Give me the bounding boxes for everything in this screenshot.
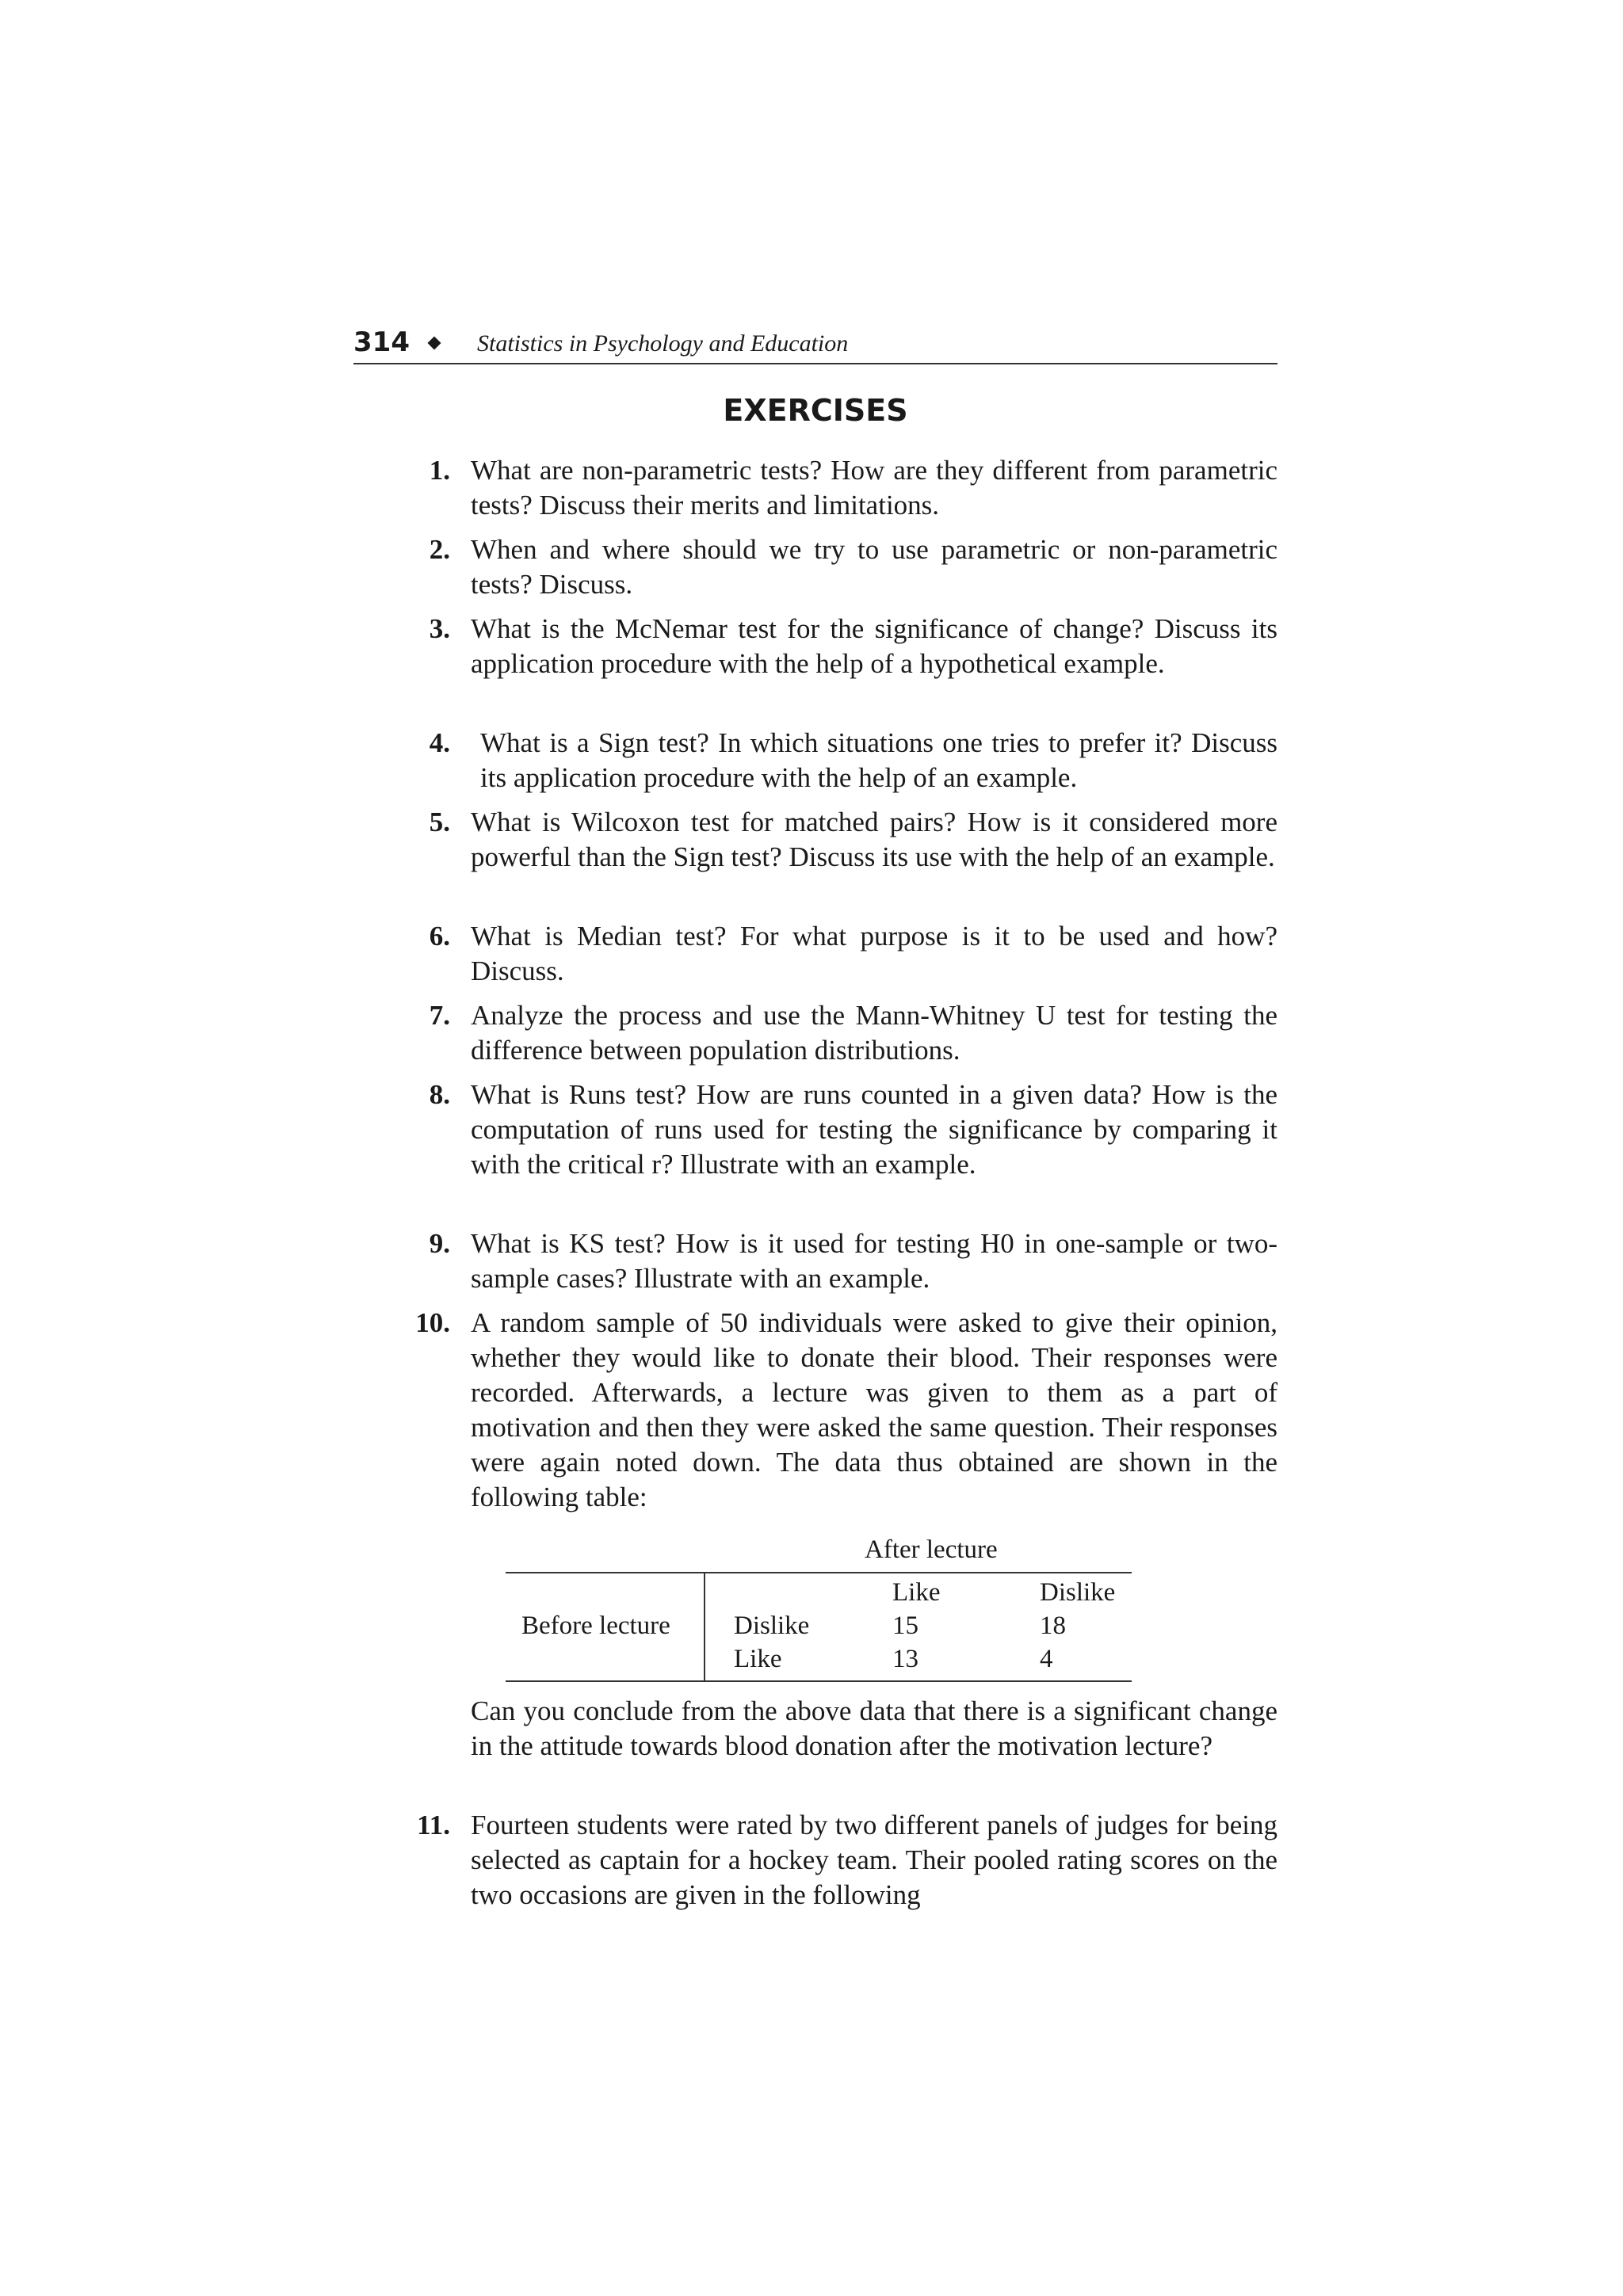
exercise-text: What is Wilcoxon test for matched pairs? How is it considered more powerful than the Sign test? Discuss its use with the help of an example. <box>471 807 1277 872</box>
table-cell: 13 <box>892 1645 918 1673</box>
exercise-text: What is Runs test? How are runs counted in a given data? How is the computation of runs used for testing the significance by comparing it with the critical r? Illustrate with an example. <box>471 1079 1277 1180</box>
exercise-number: 2. <box>429 534 450 565</box>
table-cell: 18 <box>1040 1611 1066 1640</box>
exercise-number: 6. <box>429 921 450 952</box>
table-vertical-rule <box>704 1573 705 1680</box>
exercise-text: Analyze the process and use the Mann-Whitney U test for testing the difference between population distributions. <box>471 1000 1277 1066</box>
exercise-text: What is KS test? How is it used for testing H0 in one-sample or two-sample cases? Illustrate with an example. <box>471 1228 1277 1294</box>
table-bottom-rule <box>506 1680 1132 1682</box>
table-cell: 15 <box>892 1611 918 1640</box>
table-top-rule <box>506 1572 1132 1573</box>
table-cell: 4 <box>1040 1645 1053 1673</box>
diamond-icon <box>428 337 441 350</box>
exercise-text-continued: Can you conclude from the above data that there is a significant change in the attitude towards blood donation after the motivation lecture? <box>471 1695 1277 1761</box>
exercise-text: What is a Sign test? In which situations one tries to prefer it? Discuss its application procedure with the help of an example. <box>480 727 1277 793</box>
exercise-number: 9. <box>429 1228 450 1259</box>
page-header <box>353 325 1277 364</box>
exercise-text: Fourteen students were rated by two different panels of judges for being selected as captain for a hockey team. Their pooled rating scores on the two occasions are given in the following <box>471 1810 1277 1910</box>
exercise-text: What is the McNemar test for the significance of change? Discuss its application procedure with the help of a hypothetical example. <box>471 613 1277 679</box>
table-column-group: After lecture <box>865 1535 998 1564</box>
contingency-table <box>506 1534 1132 1684</box>
exercise-text: What is Median test? For what purpose is it to be used and how? Discuss. <box>471 921 1277 986</box>
exercise-text: When and where should we try to use parametric or non-parametric tests? Discuss. <box>471 534 1277 600</box>
exercise-number: 8. <box>429 1079 450 1110</box>
exercise-number: 4. <box>429 727 450 758</box>
exercise-number: 3. <box>429 613 450 644</box>
table-column-header: Like <box>892 1578 941 1607</box>
exercise-number: 5. <box>429 807 450 837</box>
exercise-number: 1. <box>429 455 450 486</box>
exercise-number: 7. <box>429 1000 450 1031</box>
page-number: 314 <box>353 326 410 358</box>
exercise-text: A random sample of 50 individuals were asked to give their opinion, whether they would like to donate their blood. Their responses were recorded. Afterwards, a lecture was given to them as a part of motivation and then they were asked the same question. Their responses were again noted down. The data thus obtained are shown in the following table: <box>471 1307 1277 1512</box>
exercise-number: 10. <box>415 1307 450 1338</box>
section-heading: EXERCISES <box>723 393 908 428</box>
table-row-label: Dislike <box>734 1611 810 1640</box>
running-title: Statistics in Psychology and Education <box>477 330 849 357</box>
exercise-text: What are non-parametric tests? How are they different from parametric tests? Discuss their merits and limitations. <box>471 455 1277 521</box>
table-row-group: Before lecture <box>521 1611 670 1640</box>
table-row-label: Like <box>734 1645 782 1673</box>
table-column-header: Dislike <box>1040 1578 1116 1607</box>
exercise-number: 11. <box>417 1810 450 1840</box>
